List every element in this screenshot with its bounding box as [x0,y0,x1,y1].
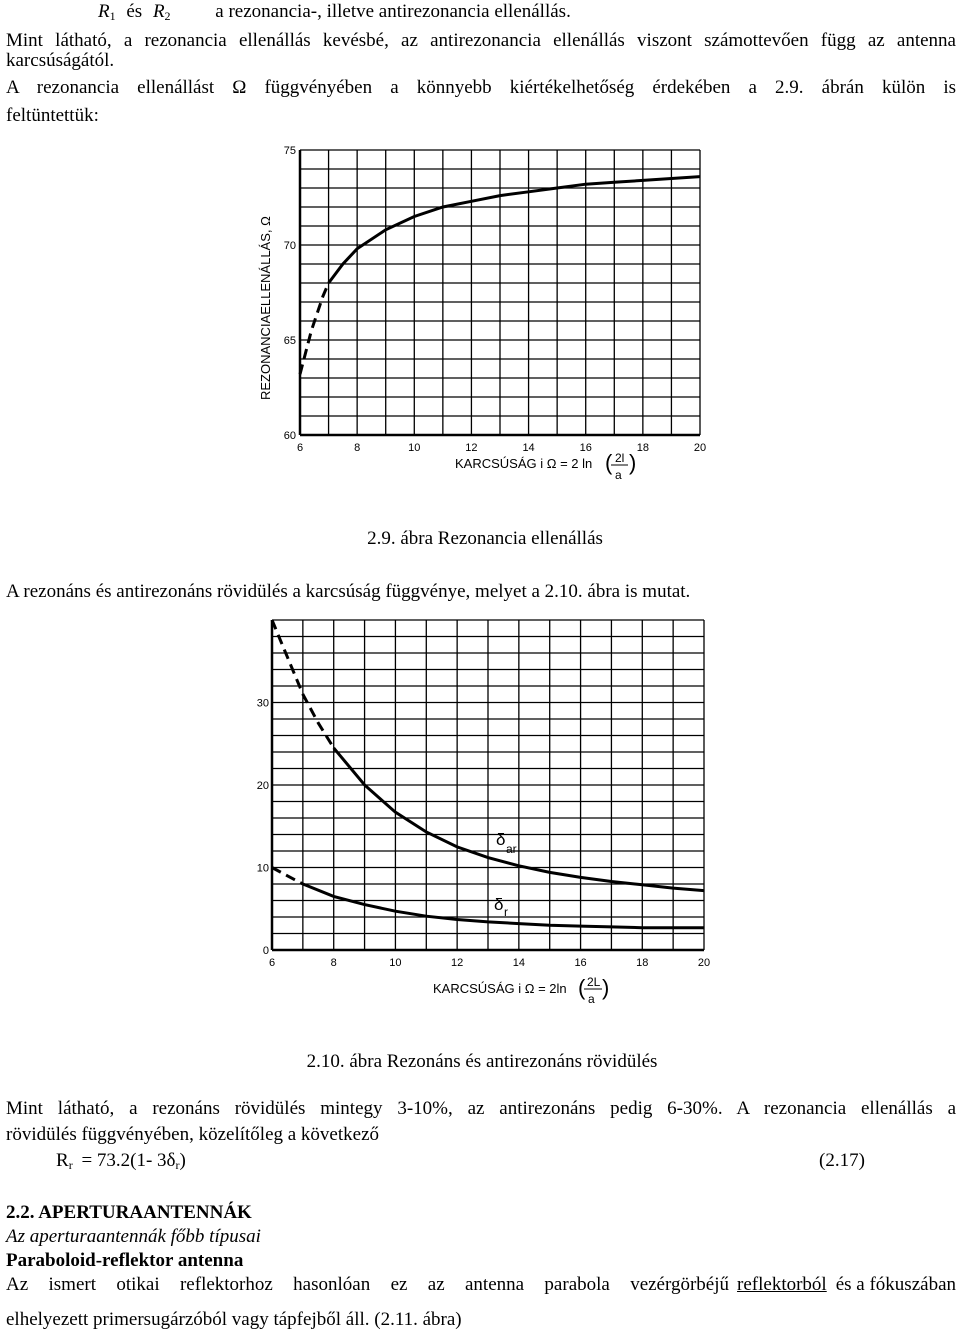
chart2-y-tick-label: 10 [256,862,269,875]
chart1-paren-open: ( [605,450,613,475]
svg-text:r: r [504,905,508,919]
definition-text: a rezonancia-, illetve antirezonancia ellenállás. [215,1,571,22]
chart2-fraction-denominator: a [588,992,595,1006]
section-heading: 2.2. APERTURAANTENNÁK [6,1202,252,1223]
chart1-y-tick-label: 70 [283,240,296,252]
para2-line1: A rezonancia ellenállást Ω függvényében a könnyebb kiértékelhetőség érdekében a 2.9. ábrán külön is [6,77,956,98]
svg-text:δ: δ [494,895,504,914]
chart2-y-tick-label: 20 [256,780,269,792]
resonance-resistance-chart [250,140,720,485]
r1-subscript: 1 [109,9,116,23]
section-para-line1-start: Az ismert otikai reflektorhoz hasonlóan ez az antenna parabola vezérgörbéjű [6,1274,730,1295]
chart2-x-tick-label: 20 [697,957,711,969]
para1-line1: Mint látható, a rezonancia ellenállás kevésbé, az antirezonancia ellenállás viszont számottevően függ az antenna [6,30,956,51]
chart1-y-tick-label: 75 [283,145,296,157]
equation-lhs: R [56,1150,69,1171]
shortening-chart [240,615,720,1010]
chart1-x-tick-label: 10 [408,442,421,454]
chart1-x-axis-label: KARCSÚSÁG i Ω = 2 ln [455,456,593,471]
chart2-series-1-dashed [272,868,303,885]
para4-line2: rövidülés függvényében, közelítőleg a következő [6,1124,380,1145]
chart2-paren-close: ) [602,975,610,1000]
svg-text:δ: δ [496,830,506,849]
equation-rhs-subscript: r [175,1158,180,1172]
r2-subscript: 2 [164,9,171,23]
equation-number: (2.17) [819,1150,865,1171]
chart1-x-tick-label: 18 [636,442,649,454]
equation-rhs: = 73.2(1- 3δ [81,1150,176,1171]
chart1-x-tick-label: 12 [465,442,478,454]
para2-line2: feltüntettük: [6,105,99,126]
chart1-y-axis-label: REZONANCIAELLENÁLLÁS, Ω [258,216,273,400]
chart1-curve-dashed [300,283,329,374]
chart1-grid [300,150,700,435]
chart2-paren-open: ( [578,975,586,1000]
equation-rhs-close: ) [179,1150,186,1171]
chart2-fraction-numerator: 2L [587,975,601,989]
chart1-x-tick-label: 14 [522,442,535,454]
svg-text:ar: ar [506,842,517,856]
section-para-line1 [6,1273,956,1296]
r1-symbol: R [98,1,110,22]
section-para-line2: elhelyezett primersugárzóból vagy tápfejből áll. (2.11. ábra) [6,1309,462,1330]
para4-line1: Mint látható, a rezonáns rövidülés mintegy 3-10%, az antirezonáns pedig 6-30%. A rezonancia ellenállás a [6,1098,956,1119]
chart2-y-tick-label: 0 [262,945,269,957]
para3: A rezonáns és antirezonáns rövidülés a karcsúság függvénye, melyet a 2.10. ábra is mutat. [6,581,691,602]
chart2-label-delta-r [494,895,508,919]
chart2-y-tick-label: 30 [256,697,269,710]
chart2-x-tick-label: 10 [389,957,402,969]
chart2-x-tick-label: 14 [512,957,525,969]
chart2-grid [272,620,704,950]
chart1-x-tick-label: 6 [296,442,304,454]
subsection-heading: Paraboloid-reflektor antenna [6,1250,244,1271]
chart1-curve [329,177,700,283]
equation-lhs-subscript: r [68,1158,73,1172]
chart1-x-tick-label: 8 [354,442,361,454]
r2-symbol: R [152,1,165,22]
chart1-fraction-denominator: a [615,468,622,482]
and-word: és [126,1,143,22]
section-subheading: Az aperturaantennák főbb típusai [6,1226,261,1247]
chart2-x-tick-label: 8 [330,957,337,969]
chart2-x-axis-label: KARCSÚSÁG i Ω = 2ln [433,981,567,996]
equation-2-17 [56,1149,186,1177]
chart2-x-tick-label: 18 [636,957,649,969]
symbol-definition-line [98,0,571,28]
chart1-paren-close: ) [629,450,637,475]
chart1-y-tick-label: 65 [283,335,296,347]
figure2-caption: 2.10. ábra Rezonáns és antirezonáns rövidülés [306,1051,658,1072]
chart2-x-tick-label: 6 [268,957,276,969]
chart1-y-tick-label: 60 [283,430,296,442]
section-para-line1-end: és a fókuszában [835,1274,956,1295]
chart2-x-tick-label: 16 [574,957,587,969]
chart1-x-tick-label: 20 [693,442,707,454]
para1-line2: karcsúságától. [6,50,115,71]
chart2-x-tick-label: 12 [451,957,464,969]
chart1-x-tick-label: 16 [579,442,592,454]
reflektor-link[interactable]: reflektorból [737,1274,827,1295]
figure1-caption: 2.9. ábra Rezonancia ellenállás [367,528,603,549]
chart1-fraction-numerator: 2l [615,451,625,465]
